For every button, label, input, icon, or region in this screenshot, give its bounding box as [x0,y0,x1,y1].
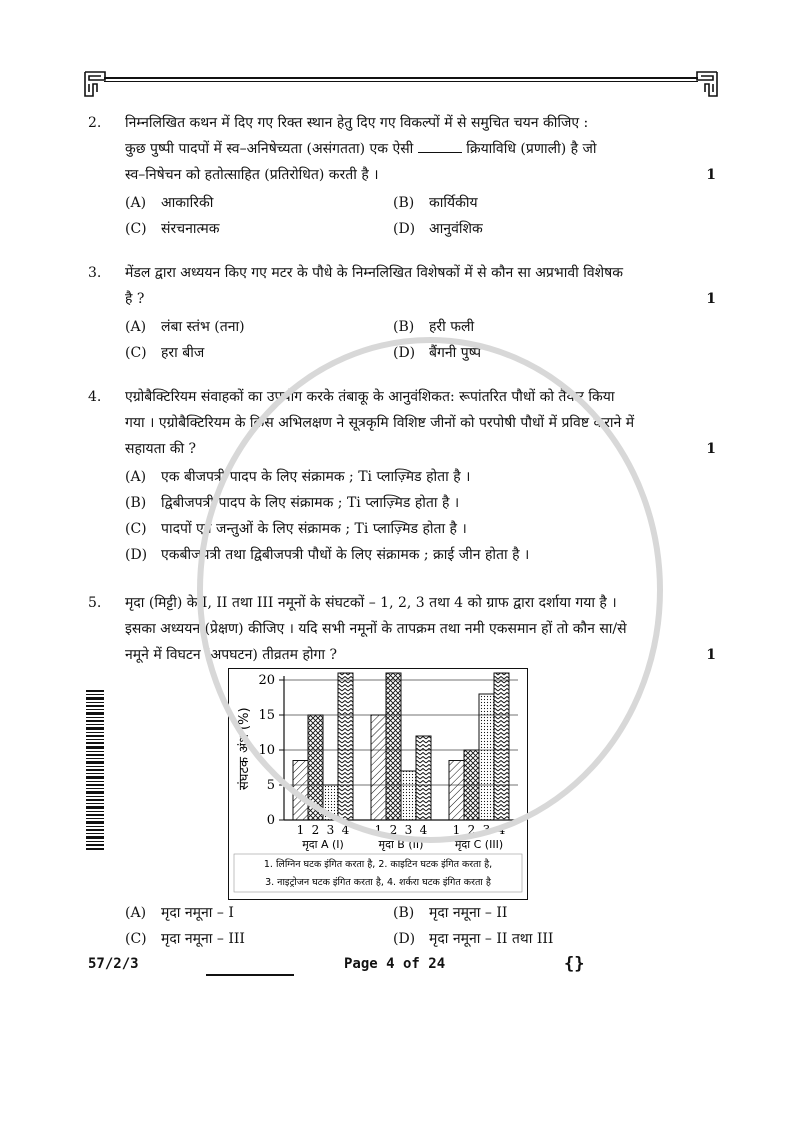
fill-blank [418,138,462,153]
question-line: मेंडल द्वारा अध्ययन किए गए मटर के पौधे के निम्नलिखित विशेषकों में से कौन सा अप्रभावी विशेषक [125,265,623,281]
y-tick-label: 20 [258,673,275,688]
question-fragment: क्रियाविधि (प्रणाली) है जो [466,141,597,157]
option-d[interactable] [393,340,663,366]
option-label: (B) [393,319,415,335]
bar [464,750,479,820]
option-a[interactable] [125,900,393,926]
question-text [125,384,685,462]
option-label: (C) [125,221,147,237]
x-tick-label: 2 [467,823,476,837]
question-line: स्व–निषेचन को हतोत्साहित (प्रतिरोधित) करती है । [125,167,379,183]
y-axis-label: संघटक अंश (%) [237,707,252,790]
option-text: लंबा स्तंभ (तना) [161,319,245,335]
option-b[interactable] [393,900,663,926]
y-tick-label: 0 [266,813,275,828]
bar [449,761,464,821]
bar [371,715,386,820]
option-text: पादपों एवं जन्तुओं के लिए संक्रामक ; Ti प्लाज़्मिड होता है । [161,521,467,537]
option-text: एक बीजपत्री पादप के लिए संक्रामक ; Ti प्लाज़्मिड होता है । [161,469,471,485]
option-label: (C) [125,345,147,361]
option-b[interactable] [125,490,705,516]
question-4 [88,384,718,568]
question-line: निम्नलिखित कथन में दिए गए रिक्त स्थान हेतु दिए गए विकल्पों में से समुचित चयन कीजिए : [125,115,589,131]
marks: 1 [706,291,716,307]
option-d[interactable] [393,216,663,242]
top-border [84,71,718,101]
option-label: (A) [125,905,147,921]
option-b[interactable] [393,314,663,340]
x-tick-label: 2 [389,823,398,837]
greek-key-corner-icon [84,71,106,97]
option-c[interactable] [125,340,393,366]
question-line: एग्रोबैक्टिरियम संवाहकों का उपयोग करके तंबाकू के आनुवंशिकत: रूपांतरित पौधों को तैयार किया [125,389,615,405]
question-text [125,110,685,188]
option-text: मृदा नमूना – III [161,931,245,947]
page-footer [88,952,718,978]
marks: 1 [706,647,716,663]
legend-line: 1. लिग्निन घटक इंगित करता है, 2. काइटिन घटक इंगित करता है, [263,859,493,870]
greek-key-corner-icon [696,71,718,97]
barcode-icon [86,690,104,850]
option-text: बैंगनी पुष्प [429,345,482,361]
question-line: नमूने में विघटन (अपघटन) तीव्रतम होगा ? [125,647,337,663]
category-label: मृदा A (I) [302,838,344,851]
question-number: 5. [88,595,102,611]
option-label: (D) [125,547,148,563]
bar [338,673,353,820]
question-text [125,260,685,312]
border-line [104,81,698,82]
x-tick-label: 1 [296,823,305,837]
option-text: एकबीजपत्री तथा द्विबीजपत्री पौधों के लिए संक्रामक ; क्राई जीन होता है । [161,547,530,563]
option-text: आनुवंशिक [429,221,483,237]
question-3 [88,260,718,366]
paper-code: 57/2/3 [88,956,139,972]
question-line: सहायता की ? [125,441,197,457]
marks: 1 [706,441,716,457]
x-tick-label: 4 [341,823,350,837]
question-5 [88,590,718,668]
options [125,464,718,568]
bar [494,673,509,820]
question-line [125,136,685,162]
question-number: 4. [88,389,102,405]
option-c[interactable] [125,216,393,242]
x-tick-label: 1 [452,823,461,837]
soil-composition-chart [228,668,528,900]
option-label: (D) [393,345,416,361]
option-label: (B) [393,905,415,921]
option-d[interactable] [125,542,705,568]
bar [293,761,308,821]
bar [308,715,323,820]
x-tick-label: 2 [311,823,320,837]
option-text: हरा बीज [161,345,205,361]
braces-mark: {} [564,954,585,974]
question-line: मृदा (मिट्टी) के I, II तथा III नमूनों के संघटकों – 1, 2, 3 तथा 4 को ग्राफ द्वारा दर्शाया गया है । [125,595,617,611]
options [125,190,718,242]
option-text: हरी फली [429,319,475,335]
option-text: कार्यिकीय [429,195,478,211]
x-tick-label: 3 [326,823,335,837]
x-tick-label: 3 [404,823,413,837]
question-line: इसका अध्ययन (प्रेक्षण) कीजिए । यदि सभी नमूनों के तापक्रम तथा नमी एकसमान हों तो कौन सा/से [125,621,627,637]
x-tick-label: 4 [497,823,506,837]
option-label: (A) [125,319,147,335]
legend-line: 3. नाइट्रोजन घटक इंगित करता है, 4. शर्करा घटक इंगित करता है [265,877,491,888]
option-text: संरचनात्मक [161,221,220,237]
y-tick-label: 15 [258,708,275,723]
option-a[interactable] [125,464,705,490]
bar [401,771,416,820]
y-tick-label: 10 [258,743,275,758]
option-label: (C) [125,931,147,947]
option-a[interactable] [125,314,393,340]
option-b[interactable] [393,190,663,216]
x-tick-label: 4 [419,823,428,837]
question-text [125,590,685,668]
options [125,314,718,366]
option-text: मृदा नमूना – II तथा III [429,931,554,947]
question-number: 3. [88,265,102,281]
option-d[interactable] [393,926,663,952]
options [125,900,718,952]
question-fragment: कुछ पुष्पी पादपों में स्व–अनिषेच्यता (असंगतता) एक ऐसी [125,141,414,157]
question-2 [88,110,718,242]
x-tick-label: 3 [482,823,491,837]
x-tick-label: 1 [374,823,383,837]
option-text: मृदा नमूना – II [429,905,508,921]
option-label: (D) [393,221,416,237]
option-c[interactable] [125,926,393,952]
border-line [104,77,698,79]
option-c[interactable] [125,516,705,542]
option-label: (B) [125,495,147,511]
question-number: 2. [88,115,102,131]
category-label: मृदा C (III) [454,838,504,851]
option-label: (C) [125,521,147,537]
footer-rule [206,974,294,976]
y-tick-label: 5 [266,778,275,793]
option-a[interactable] [125,190,393,216]
question-5-options [88,900,718,952]
bar [479,694,494,820]
marks: 1 [706,167,716,183]
bar [323,785,338,820]
option-label: (D) [393,931,416,947]
category-label: मृदा B (II) [378,838,424,851]
option-label: (A) [125,195,147,211]
option-text: आकारिकी [161,195,214,211]
option-label: (A) [125,469,147,485]
question-line: है ? [125,291,145,307]
option-label: (B) [393,195,415,211]
option-text: मृदा नमूना – I [161,905,234,921]
bar [416,736,431,820]
option-text: द्विबीजपत्री पादप के लिए संक्रामक ; Ti प्लाज़्मिड होता है । [161,495,460,511]
question-line: गया । एग्रोबैक्टिरियम के किस अभिलक्षण ने सूत्रकृमि विशिष्ट जीनों को परपोषी पौधों में प्रविष्ट कराने में [125,415,635,431]
bar [386,673,401,820]
page-number: Page 4 of 24 [344,956,446,972]
